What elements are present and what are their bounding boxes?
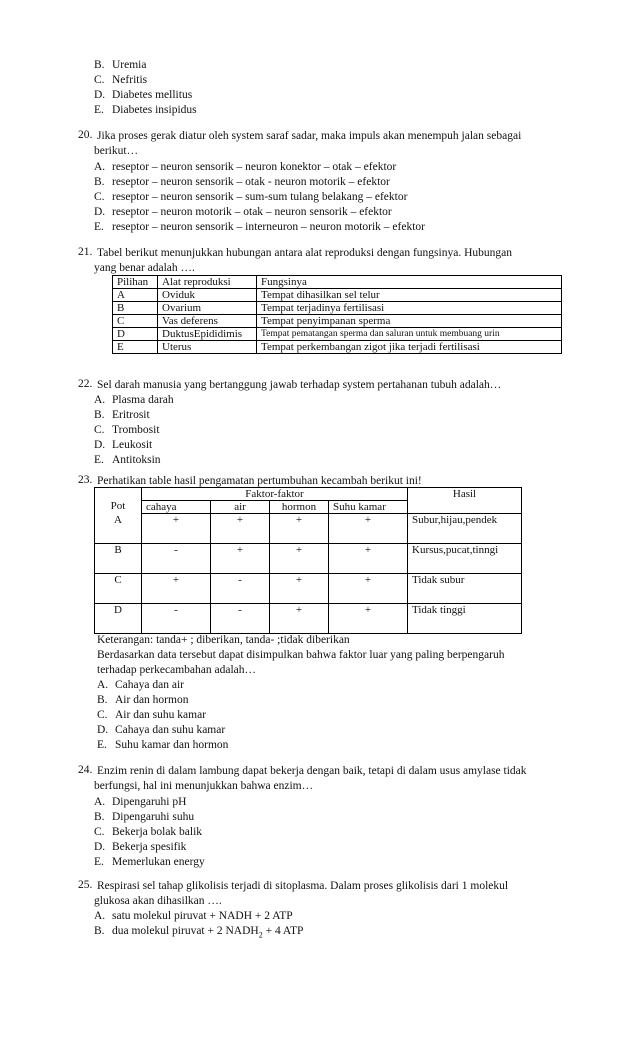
table-cell: -	[211, 604, 270, 634]
table-header-row	[95, 488, 522, 501]
table-row	[95, 544, 522, 574]
table-header-cell: hormon	[270, 501, 329, 514]
q25-number: 25.	[78, 879, 93, 891]
table-cell: C	[95, 574, 142, 604]
table-cell: +	[142, 514, 211, 544]
q25-text-line2: glukosa akan dihasilkan ….	[94, 895, 222, 907]
table-cell: Tempat pematangan sperma dan saluran untuk membuang urin	[257, 328, 562, 341]
q21-text-line1: Tabel berikut menunjukkan hubungan antara alat reproduksi dengan fungsinya. Hubungan	[97, 247, 512, 259]
q24-option-c: C. Bekerja bolak balik	[94, 826, 203, 838]
q23-table	[94, 487, 522, 634]
table-cell: A	[113, 289, 158, 302]
table-row	[95, 574, 522, 604]
q23-option-e: E. Suhu kamar dan hormon	[97, 739, 229, 751]
q20-text-line1: Jika proses gerak diatur oleh system saraf sadar, maka impuls akan menempuh jalan sebagai	[97, 130, 522, 142]
table-cell: B	[95, 544, 142, 574]
q24-option-a: A. Dipengaruhi pH	[94, 796, 187, 808]
table-cell: Tidak tinggi	[408, 604, 522, 634]
table-cell: Tempat perkembangan zigot jika terjadi fertilisasi	[257, 341, 562, 354]
table-cell: A	[95, 514, 142, 544]
q24-number: 24.	[78, 764, 93, 776]
table-cell: B	[113, 302, 158, 315]
table-cell: +	[211, 544, 270, 574]
table-cell: Uterus	[158, 341, 257, 354]
q19-option-d: D. Diabetes mellitus	[94, 89, 193, 101]
q21-table	[112, 275, 562, 354]
q20-option-b: B. reseptor – neuron sensorik – otak - neuron motorik – efektor	[94, 176, 390, 188]
q23-option-b: B. Air dan hormon	[97, 694, 189, 706]
q22-option-d: D. Leukosit	[94, 439, 153, 451]
table-cell: D	[113, 328, 158, 341]
q24-option-e: E. Memerlukan energy	[94, 856, 205, 868]
table-cell: +	[329, 574, 408, 604]
q24-option-b: B. Dipengaruhi suhu	[94, 811, 195, 823]
table-header-cell: Faktor-faktor	[142, 488, 408, 501]
table-cell: +	[270, 514, 329, 544]
q23-option-d: D. Cahaya dan suhu kamar	[97, 724, 226, 736]
q22-text: Sel darah manusia yang bertanggung jawab terhadap system pertahanan tubuh adalah…	[97, 379, 502, 391]
table-header-cell: air	[211, 501, 270, 514]
q23-option-c: C. Air dan suhu kamar	[97, 709, 207, 721]
q20-option-a: A. reseptor – neuron sensorik – neuron konektor – otak – efektor	[94, 161, 397, 173]
table-header-cell: Fungsinya	[257, 276, 562, 289]
table-cell: +	[329, 514, 408, 544]
table-cell: -	[142, 544, 211, 574]
table-header-cell: Hasil	[408, 488, 522, 514]
table-cell: Tempat dihasilkan sel telur	[257, 289, 562, 302]
q23-keterangan: Keterangan: tanda+ ; diberikan, tanda- ;tidak diberikan	[97, 634, 350, 646]
table-cell: +	[270, 544, 329, 574]
q25-option-b: B. dua molekul piruvat + 2 $NADH_2 + 4$ ATP	[94, 925, 304, 940]
table-cell: E	[113, 341, 158, 354]
table-row	[113, 302, 562, 315]
table-cell: DuktusEpididimis	[158, 328, 257, 341]
q20-text-line2: berikut…	[94, 145, 139, 157]
table-header-row	[113, 276, 562, 289]
q19-option-e: E. Diabetes insipidus	[94, 104, 197, 116]
q20-option-c: C. reseptor – neuron sensorik – sum-sum tulang belakang – efektor	[94, 191, 408, 203]
table-row	[95, 514, 522, 544]
table-header-cell: Pilihan	[113, 276, 158, 289]
q20-option-e: E. reseptor – neuron sensorik – interneuron – neuron motorik – efektor	[94, 221, 425, 233]
table-row	[113, 289, 562, 302]
q24-option-d: D. Bekerja spesifik	[94, 841, 187, 853]
table-cell: C	[113, 315, 158, 328]
table-cell: -	[211, 574, 270, 604]
table-header-cell: cahaya	[142, 501, 211, 514]
q20-option-d: D. reseptor – neuron motorik – otak – neuron sensorik – efektor	[94, 206, 392, 218]
q22-number: 22.	[78, 378, 93, 390]
table-cell: +	[211, 514, 270, 544]
table-cell: Tempat terjadinya fertilisasi	[257, 302, 562, 315]
table-cell: Oviduk	[158, 289, 257, 302]
table-cell: D	[95, 604, 142, 634]
q23-text: Perhatikan table hasil pengamatan pertumbuhan kecambah berikut ini!	[97, 475, 422, 487]
table-cell: Ovarium	[158, 302, 257, 315]
q21-number: 21.	[78, 246, 93, 258]
table-cell: Subur,hijau,pendek	[408, 514, 522, 544]
table-header-cell: Pot	[95, 488, 142, 514]
table-row	[113, 341, 562, 354]
q25-option-a: A. satu molekul piruvat + NADH + 2 ATP	[94, 910, 293, 922]
table-header-cell: Suhu kamar	[329, 501, 408, 514]
table-cell: Kursus,pucat,tinngi	[408, 544, 522, 574]
table-cell: Tidak subur	[408, 574, 522, 604]
q24-text-line2: berfungsi, hal ini menunjukkan bahwa enzim…	[94, 780, 314, 792]
table-row	[113, 315, 562, 328]
table-cell: +	[270, 574, 329, 604]
table-cell: +	[142, 574, 211, 604]
table-cell: Vas deferens	[158, 315, 257, 328]
q19-option-b: B. Uremia	[94, 59, 147, 71]
q23-conclusion-line2: terhadap perkecambahan adalah…	[97, 664, 256, 676]
q19-option-c: C. Nefritis	[94, 74, 148, 86]
q22-option-e: E. Antitoksin	[94, 454, 161, 466]
table-cell: +	[329, 604, 408, 634]
table-cell: Tempat penyimpanan sperma	[257, 315, 562, 328]
q25-text-line1: Respirasi sel tahap glikolisis terjadi di sitoplasma. Dalam proses glikolisis dari 1 molekul	[97, 880, 509, 892]
q22-option-a: A. Plasma darah	[94, 394, 174, 406]
table-cell: +	[270, 604, 329, 634]
table-header-cell: Alat reproduksi	[158, 276, 257, 289]
q24-text-line1: Enzim renin di dalam lambung dapat bekerja dengan baik, tetapi di dalam usus amylase tidak	[97, 765, 527, 777]
q20-number: 20.	[78, 129, 93, 141]
q22-option-b: B. Eritrosit	[94, 409, 150, 421]
q21-text-line2: yang benar adalah ….	[94, 262, 195, 274]
q23-number: 23.	[78, 474, 93, 486]
table-row	[113, 328, 562, 341]
table-cell: +	[329, 544, 408, 574]
table-cell: -	[142, 604, 211, 634]
q23-conclusion-line1: Berdasarkan data tersebut dapat disimpulkan bahwa faktor luar yang paling berpengaruh	[97, 649, 505, 661]
q22-option-c: C. Trombosit	[94, 424, 160, 436]
q23-option-a: A. Cahaya dan air	[97, 679, 184, 691]
table-row	[95, 604, 522, 634]
